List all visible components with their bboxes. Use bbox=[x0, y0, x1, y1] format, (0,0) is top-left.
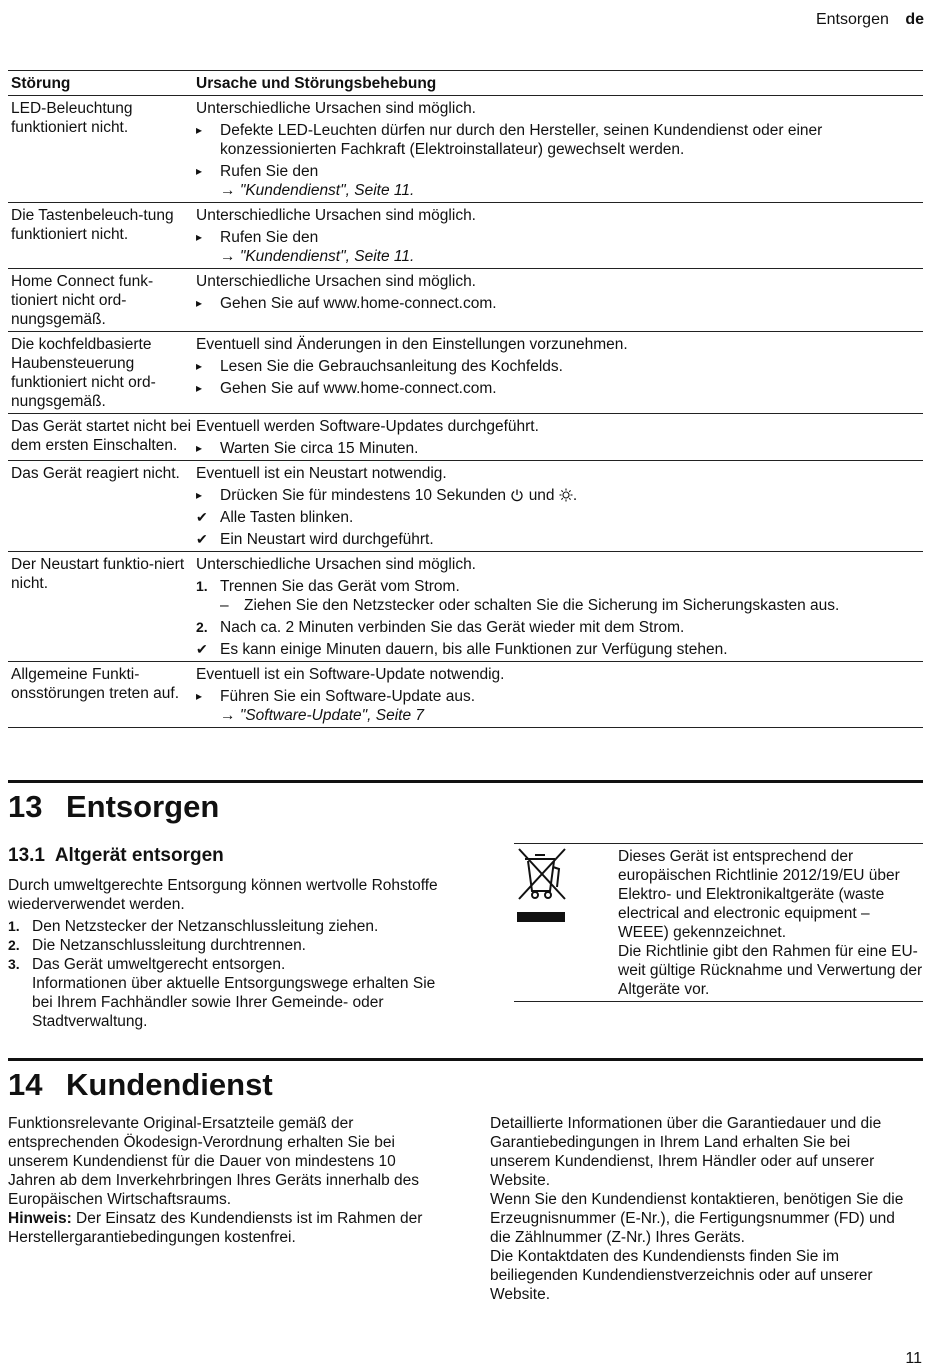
header-section-title: Entsorgen bbox=[815, 11, 889, 28]
sub-step-item: – Ziehen Sie den Netzstecker oder schalten Sie die Sicherung im Sicherungskasten aus. bbox=[220, 597, 840, 614]
remedy-cell bbox=[196, 335, 923, 411]
subsection-13-1-heading: 13.1 Altgerät entsorgen bbox=[8, 845, 224, 866]
instruction-item: ▸ Defekte LED-Leuchten dürfen nur durch den Hersteller, seinen Kundendienst oder einer konzessionierten Fachkraft (Elektroinstallateur) gewechselt werden. bbox=[196, 122, 823, 158]
instruction-item: ▸ Führen Sie ein Software-Update aus. bbox=[196, 688, 476, 705]
directory-paragraph: Die Kontaktdaten des Kundendiensts finden Sie im beiliegenden Kundendienstverzeichnis oder auf unserer Website. bbox=[490, 1248, 873, 1303]
section-title: Entsorgen bbox=[66, 789, 220, 824]
checkmark-icon: ✔ bbox=[196, 641, 208, 657]
step-3-detail: Informationen über aktuelle Entsorgungswege erhalten Sie bei Ihrem Fachhändler sowie Ihrer Gemeinde- oder Stadtverwaltung. bbox=[32, 975, 436, 1030]
remedy-cell bbox=[196, 665, 923, 725]
weee-text bbox=[618, 847, 923, 999]
cause-text: Unterschiedliche Ursachen sind möglich. bbox=[196, 273, 476, 290]
triangle-bullet-icon: ▸ bbox=[196, 441, 203, 455]
step-number: 1. bbox=[196, 578, 208, 594]
col-header-fault: Störung bbox=[11, 75, 71, 92]
cross-reference[interactable]: → "Kundendienst", Seite 11. bbox=[220, 182, 415, 199]
instruction-item: ▸ Rufen Sie den bbox=[196, 229, 319, 246]
result-item: ✔ Es kann einige Minuten dauern, bis alle Funktionen zur Verfügung stehen. bbox=[196, 641, 728, 658]
cause-text: Eventuell sind Änderungen in den Einstellungen vorzunehmen. bbox=[196, 336, 628, 353]
cross-reference[interactable]: → "Kundendienst", Seite 11. bbox=[220, 248, 415, 265]
table-row bbox=[8, 269, 923, 332]
contact-paragraph: Wenn Sie den Kundendienst kontaktieren, benötigen Sie die Erzeugnisnummer (E-Nr.), die Fertigungsnummer (FD) und die Zählnummer (Z-Nr.) Ihres Geräts. bbox=[490, 1191, 904, 1246]
remedy-cell bbox=[196, 272, 923, 329]
table-row bbox=[8, 332, 923, 414]
instruction-item: ▸ Warten Sie circa 15 Minuten. bbox=[196, 440, 419, 457]
cause-text: Unterschiedliche Ursachen sind möglich. bbox=[196, 556, 476, 573]
service-right-column bbox=[490, 1114, 910, 1304]
checkmark-icon: ✔ bbox=[196, 509, 208, 525]
remedy-cell bbox=[196, 464, 923, 549]
table-row bbox=[8, 662, 923, 728]
table-row bbox=[8, 203, 923, 269]
warranty-paragraph: Detaillierte Informationen über die Garantiedauer und die Garantiebedingungen in Ihrem Land erhalten Sie bei unserem Kundendienst, Ihrem Händler oder auf unserer Website. bbox=[490, 1115, 882, 1189]
section-divider bbox=[8, 780, 923, 783]
list-item: 2. Die Netzanschlussleitung durchtrennen. bbox=[8, 937, 306, 954]
service-left-column bbox=[8, 1114, 440, 1247]
fault-cell: Die kochfeldbasierte Haubensteuerung funktioniert nicht ord-nungsgemäß. bbox=[11, 336, 156, 410]
section-title: Kundendienst bbox=[66, 1067, 273, 1102]
instruction-item: ▸ Gehen Sie auf www.home-connect.com. bbox=[196, 380, 497, 397]
remedy-cell bbox=[196, 417, 923, 458]
section-13-heading bbox=[8, 789, 219, 825]
section-14-heading bbox=[8, 1067, 273, 1103]
power-icon bbox=[510, 488, 524, 502]
remedy-cell bbox=[196, 555, 923, 659]
table-row bbox=[8, 552, 923, 662]
running-header bbox=[816, 10, 924, 29]
page-number: 11 bbox=[905, 1350, 922, 1367]
header-language: de bbox=[905, 11, 924, 28]
note-label: Hinweis: bbox=[8, 1210, 72, 1227]
checkmark-icon: ✔ bbox=[196, 531, 208, 547]
table-row bbox=[8, 96, 923, 203]
result-item: ✔ Alle Tasten blinken. bbox=[196, 509, 354, 526]
step-item: 1. Trennen Sie das Gerät vom Strom. bbox=[196, 578, 460, 595]
section-number: 13 bbox=[8, 789, 43, 824]
triangle-bullet-icon: ▸ bbox=[196, 689, 203, 703]
cause-text: Unterschiedliche Ursachen sind möglich. bbox=[196, 100, 476, 117]
arrow-right-icon: → bbox=[220, 182, 236, 199]
list-item: 1. Den Netzstecker der Netzanschlussleitung ziehen. bbox=[8, 918, 379, 935]
step-item: 2. Nach ca. 2 Minuten verbinden Sie das Gerät wieder mit dem Strom. bbox=[196, 619, 685, 636]
table-row bbox=[8, 461, 923, 552]
cross-reference[interactable]: → "Software-Update", Seite 7 bbox=[220, 707, 424, 724]
table-header-row bbox=[8, 71, 923, 96]
fault-cell: Das Gerät reagiert nicht. bbox=[11, 465, 180, 482]
weee-paragraph: Die Richtlinie gibt den Rahmen für eine EU-weit gültige Rücknahme und Verwertung der Altgeräte vor. bbox=[618, 943, 923, 998]
step-number: 2. bbox=[196, 619, 208, 635]
triangle-bullet-icon: ▸ bbox=[196, 359, 203, 373]
instruction-item: ▸ Drücken Sie für mindestens 10 Sekunden und . bbox=[196, 487, 578, 504]
triangle-bullet-icon: ▸ bbox=[196, 123, 203, 137]
fault-cell: Die Tastenbeleuch-tung funktioniert nicht. bbox=[11, 207, 174, 243]
remedy-cell bbox=[196, 99, 923, 200]
fault-cell: Home Connect funk-tioniert nicht ord-nungsgemäß. bbox=[11, 273, 154, 328]
instruction-item: ▸ Rufen Sie den bbox=[196, 163, 319, 180]
disposal-intro: Durch umweltgerechte Entsorgung können wertvolle Rohstoffe wiederverwendet werden. bbox=[8, 877, 438, 913]
fault-cell: Der Neustart funktio-niert nicht. bbox=[11, 556, 185, 592]
triangle-bullet-icon: ▸ bbox=[196, 230, 203, 244]
section-divider bbox=[8, 1058, 923, 1061]
weee-paragraph: Dieses Gerät ist entsprechend der europäischen Richtlinie 2012/19/EU über Elektro- und Elektronikaltgeräte (waste electrical and electronic equipment – WEEE) gekennzeichnet. bbox=[618, 848, 900, 941]
triangle-bullet-icon: ▸ bbox=[196, 164, 203, 178]
cause-text: Eventuell werden Software-Updates durchgeführt. bbox=[196, 418, 539, 435]
instruction-item: ▸ Lesen Sie die Gebrauchsanleitung des Kochfelds. bbox=[196, 358, 563, 375]
result-item: ✔ Ein Neustart wird durchgeführt. bbox=[196, 531, 434, 548]
cause-text: Eventuell ist ein Software-Update notwendig. bbox=[196, 666, 505, 683]
crossed-out-wheelie-bin-icon bbox=[514, 847, 618, 997]
cause-text: Eventuell ist ein Neustart notwendig. bbox=[196, 465, 447, 482]
instruction-item: ▸ Gehen Sie auf www.home-connect.com. bbox=[196, 295, 497, 312]
light-icon bbox=[559, 488, 573, 502]
list-item: 3. Das Gerät umweltgerecht entsorgen. bbox=[8, 956, 286, 973]
dash-bullet: – bbox=[220, 597, 229, 614]
note-paragraph: Hinweis: Der Einsatz des Kundendiensts ist im Rahmen der Herstellergarantiebedingungen kostenfrei. bbox=[8, 1210, 423, 1246]
troubleshooting-table bbox=[8, 70, 923, 728]
triangle-bullet-icon: ▸ bbox=[196, 296, 203, 310]
section-number: 14 bbox=[8, 1067, 43, 1102]
arrow-right-icon: → bbox=[220, 707, 236, 724]
fault-cell: Das Gerät startet nicht bei dem ersten Einschalten. bbox=[11, 418, 192, 454]
weee-notice bbox=[514, 843, 923, 1002]
table-row bbox=[8, 414, 923, 461]
arrow-right-icon: → bbox=[220, 248, 236, 265]
fault-cell: Allgemeine Funkti-onsstörungen treten auf. bbox=[11, 666, 180, 702]
remedy-cell bbox=[196, 206, 923, 266]
cause-text: Unterschiedliche Ursachen sind möglich. bbox=[196, 207, 476, 224]
triangle-bullet-icon: ▸ bbox=[196, 488, 203, 502]
spare-parts-paragraph: Funktionsrelevante Original-Ersatzteile gemäß der entsprechenden Ökodesign-Verordnung erhalten Sie bei unserem Kundendienst für die Dauer von mindestens 10 Jahren ab dem Inverkehrbringen Ihres Geräts innerhalb des Europäischen Wirtschaftsraums. bbox=[8, 1115, 419, 1208]
col-header-remedy: Ursache und Störungsbehebung bbox=[196, 75, 437, 92]
triangle-bullet-icon: ▸ bbox=[196, 381, 203, 395]
disposal-steps bbox=[8, 917, 446, 1031]
fault-cell: LED-Beleuchtung funktioniert nicht. bbox=[11, 100, 133, 136]
